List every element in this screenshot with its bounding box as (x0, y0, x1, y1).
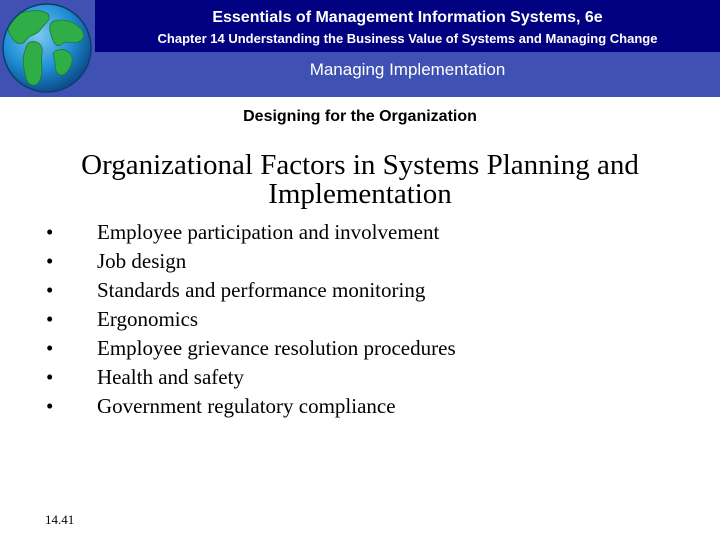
list-item (0, 363, 720, 392)
bullet-icon: • (46, 307, 54, 331)
list-item (0, 276, 720, 305)
slide-number: 14.41 (45, 512, 75, 527)
list-item (0, 218, 720, 247)
list-item-text: Standards and performance monitoring (97, 278, 426, 302)
list-item-text: Health and safety (97, 365, 244, 389)
list-item-text: Job design (97, 249, 187, 273)
list-item (0, 334, 720, 363)
book-title: Essentials of Management Information Systems, 6e (212, 9, 603, 26)
list-item-text: Employee grievance resolution procedures (97, 336, 456, 360)
bullet-icon: • (46, 249, 54, 273)
list-item-text: Government regulatory compliance (97, 394, 396, 418)
list-item (0, 392, 720, 421)
bullet-list (0, 218, 720, 421)
bullet-icon: • (46, 220, 54, 244)
slide-heading: Organizational Factors in Systems Planning and Implementation (81, 149, 639, 210)
section-title: Managing Implementation (309, 60, 506, 79)
bullet-icon: • (46, 278, 54, 302)
list-item (0, 305, 720, 334)
list-item-text: Employee participation and involvement (97, 220, 440, 244)
bullet-icon: • (46, 365, 54, 389)
header-logo (0, 0, 95, 97)
list-item-text: Ergonomics (97, 307, 199, 331)
bullet-icon: • (46, 394, 54, 418)
chapter-title: Chapter 14 Understanding the Business Value of Systems and Managing Change (157, 31, 658, 46)
bullet-icon: • (46, 336, 54, 360)
list-item (0, 247, 720, 276)
globe-icon (0, 0, 95, 97)
subsection-title: Designing for the Organization (243, 108, 477, 125)
